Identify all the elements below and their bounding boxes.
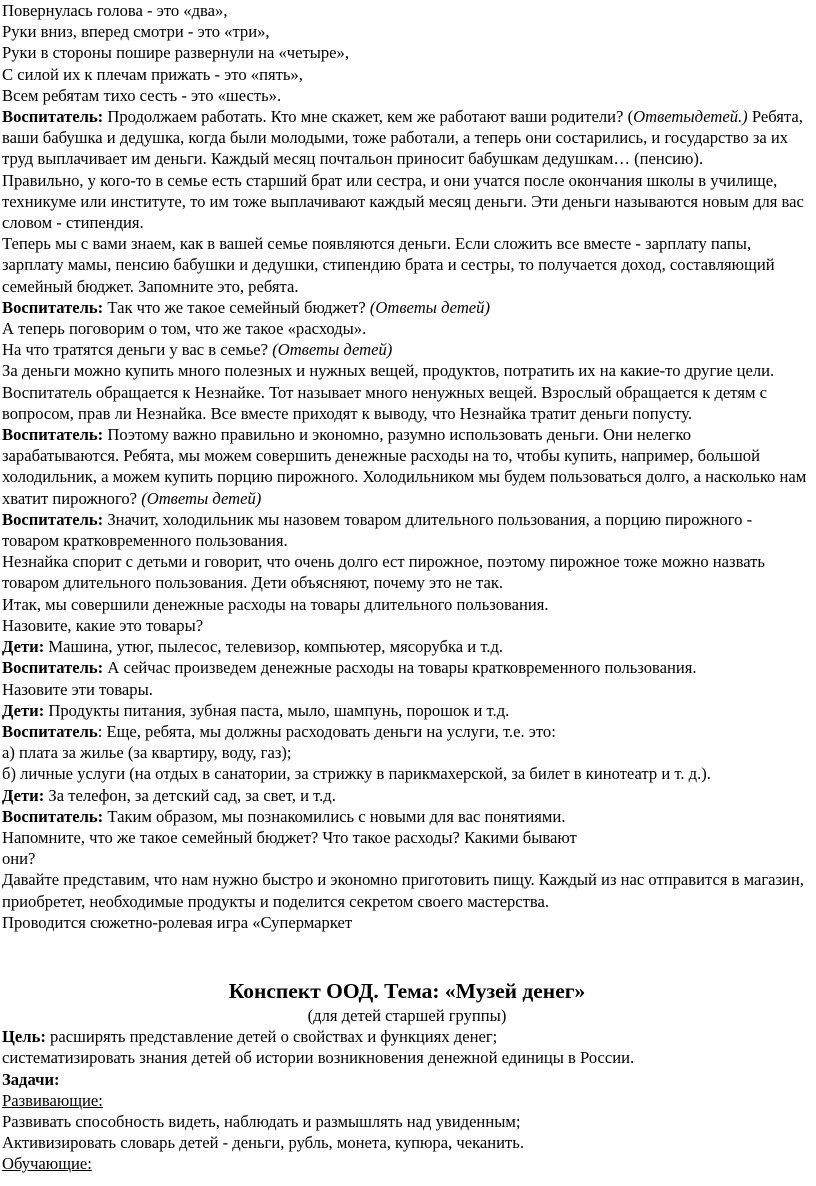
poem-line-4: С силой их к плечам прижать - это «пять», bbox=[2, 64, 303, 84]
goal-line-2: систематизировать знания детей об истории возникновения денежной единицы в России. bbox=[2, 1048, 635, 1068]
speaker-label: Дети: bbox=[2, 700, 45, 720]
paragraph-8: Воспитатель обращается к Незнайке. Тот называет много ненужных вещей. Взрослый обращается к детям с вопросом, прав ли Незнайка. Все вместе приходят к выводу, что Незнайка тратит деньги попусту. bbox=[2, 382, 767, 423]
paragraph-24: Давайте представим, что нам нужно быстро и экономно приготовить пищу. Каждый из нас отправится в магазин, приобретет, необходимые продукты и поделится секретом своего мастерства. bbox=[2, 870, 804, 911]
paragraph-4 bbox=[2, 297, 812, 318]
speaker-label: Дети: bbox=[2, 785, 45, 805]
developing-item-2: Активизировать словарь детей - деньги, рубль, монета, купюра, чеканить. bbox=[2, 1133, 524, 1153]
poem-line-5: Всем ребятам тихо сесть - это «шесть». bbox=[2, 85, 282, 105]
paragraph-9 bbox=[2, 424, 812, 509]
paragraph-text: За телефон, за детский сад, за свет, и т.д. bbox=[48, 785, 336, 805]
section-gap bbox=[2, 933, 812, 975]
speaker-label: Воспитатель: bbox=[2, 658, 104, 678]
paragraph-11: Незнайка спорит с детьми и говорит, что очень долго ест пирожное, поэтому пирожное тоже можно назвать товаром длительного пользования. Дети объясняют, почему это не так. bbox=[2, 552, 765, 593]
paragraph-text: Ребята, ваши бабушка и дедушка, когда были молодыми, тоже работали, а теперь они состарились, и государство за их труд выплачивает им деньги. Каждый месяц почтальон приносит бабушкам дедушкам… (пенсию). bbox=[2, 107, 803, 169]
paragraph-22 bbox=[2, 806, 812, 827]
paragraph-25: Проводится сюжетно-ролевая игра «Супермаркет bbox=[2, 912, 353, 932]
paragraph-text: Машина, утюг, пылесос, телевизор, компьютер, мясорубка и т.д. bbox=[48, 637, 504, 657]
poem-line-3: Руки в стороны пошире развернули на «четыре», bbox=[2, 43, 349, 63]
paragraph-italic: (Ответы детей) bbox=[272, 340, 393, 360]
section-subtitle: (для детей старшей группы) bbox=[307, 1005, 507, 1025]
teaching-label: Обучающие: bbox=[2, 1154, 92, 1174]
speaker-label: Воспитатель: bbox=[2, 107, 104, 127]
paragraph-13: Назовите, какие это товары? bbox=[2, 615, 204, 635]
paragraph-italic: (Ответы детей) bbox=[369, 297, 490, 317]
developing-item-1: Развивать способность видеть, наблюдать и размышлять над увиденным; bbox=[2, 1111, 521, 1131]
section-title: Конспект ООД. Тема: «Музей денег» bbox=[228, 978, 586, 1003]
paragraph-19: а) плата за жилье (за квартиру, воду, газ); bbox=[2, 743, 292, 763]
paragraph-18 bbox=[2, 721, 812, 742]
paragraph-21 bbox=[2, 785, 812, 806]
paragraph-text: Таким образом, мы познакомились с новыми для вас понятиями. bbox=[107, 806, 566, 826]
goal-label: Цель: bbox=[2, 1027, 46, 1047]
paragraph-14 bbox=[2, 636, 812, 657]
paragraph-1 bbox=[2, 106, 812, 170]
paragraph-17 bbox=[2, 700, 812, 721]
paragraph-12: Итак, мы совершили денежные расходы на товары длительного пользования. bbox=[2, 594, 549, 614]
paragraph-italic: Ответыдетей.) bbox=[633, 107, 748, 127]
paragraph-15 bbox=[2, 657, 812, 678]
speaker-label: Воспитатель: bbox=[2, 425, 104, 445]
paragraph-text: Продолжаем работать. Кто мне скажет, кем же работают ваши родители? ( bbox=[107, 107, 634, 127]
speaker-label: Воспитатель: bbox=[2, 806, 104, 826]
developing-label: Развивающие: bbox=[2, 1090, 103, 1110]
paragraph-text: А сейчас произведем денежные расходы на товары кратковременного пользования. bbox=[107, 658, 697, 678]
paragraph-16: Назовите эти товары. bbox=[2, 679, 153, 699]
goal-line bbox=[2, 1026, 812, 1047]
paragraph-7: За деньги можно купить много полезных и нужных вещей, продуктов, потратить их на какие-то другие цели. bbox=[2, 361, 775, 381]
paragraph-20: б) личные услуги (на отдых в санатории, за стрижку в парикмахерской, за билет в кинотеатр и т. д.). bbox=[2, 764, 711, 784]
paragraph-10 bbox=[2, 509, 812, 551]
tasks-label: Задачи: bbox=[2, 1069, 60, 1089]
poem-line-1: Повернулась голова - это «два», bbox=[2, 1, 228, 20]
paragraph-text: На что тратятся деньги у вас в семье? bbox=[2, 340, 269, 360]
paragraph-italic: (Ответы детей) bbox=[141, 488, 262, 508]
poem-line-2: Руки вниз, вперед смотри - это «три», bbox=[2, 22, 270, 42]
paragraph-text: Продукты питания, зубная паста, мыло, шампунь, порошок и т.д. bbox=[48, 700, 510, 720]
paragraph-text: : Еще, ребята, мы должны расходовать деньги на услуги, т.е. это: bbox=[97, 721, 556, 741]
paragraph-text: Так что же такое семейный бюджет? bbox=[107, 297, 366, 317]
paragraph-23a: Напомните, что же такое семейный бюджет? Что такое расходы? Какими бывают bbox=[2, 827, 577, 847]
paragraph-23b: они? bbox=[2, 849, 36, 869]
paragraph-3: Теперь мы с вами знаем, как в вашей семье появляются деньги. Если сложить все вместе - зарплату папы, зарплату мамы, пенсию бабушки и дедушки, стипендию брата и сестры, то получается доход, составляющий семейный бюджет. Запомните это, ребята. bbox=[2, 234, 775, 296]
speaker-label: Дети: bbox=[2, 637, 45, 657]
speaker-label: Воспитатель: bbox=[2, 297, 104, 317]
paragraph-5: А теперь поговорим о том, что же такое «расходы». bbox=[2, 319, 367, 339]
speaker-label: Воспитатель: bbox=[2, 509, 104, 529]
paragraph-text: Поэтому важно правильно и экономно, разумно использовать деньги. Они нелегко зарабатываются. Ребята, мы можем совершить денежные расходы на то, чтобы купить, например, большой холодильник, а можем купить порцию пирожного. Холодильником мы будем пользоваться долго, а насколько нам хватит пирожного? bbox=[2, 425, 807, 508]
paragraph-6 bbox=[2, 339, 812, 360]
paragraph-2: Правильно, у кого-то в семье есть старший брат или сестра, и они учатся после окончания школы в училище, техникуме или институте, то им тоже выплачивают каждый месяц деньги. Эти деньги называются новым для вас словом - стипендия. bbox=[2, 170, 804, 233]
paragraph-text: Значит, холодильник мы назовем товаром длительного пользования, а порцию пирожного - товаром кратковременного пользования. bbox=[2, 509, 753, 551]
goal-text: расширять представление детей о свойствах и функциях денег; bbox=[50, 1027, 498, 1047]
speaker-label: Воспитатель bbox=[2, 721, 98, 741]
